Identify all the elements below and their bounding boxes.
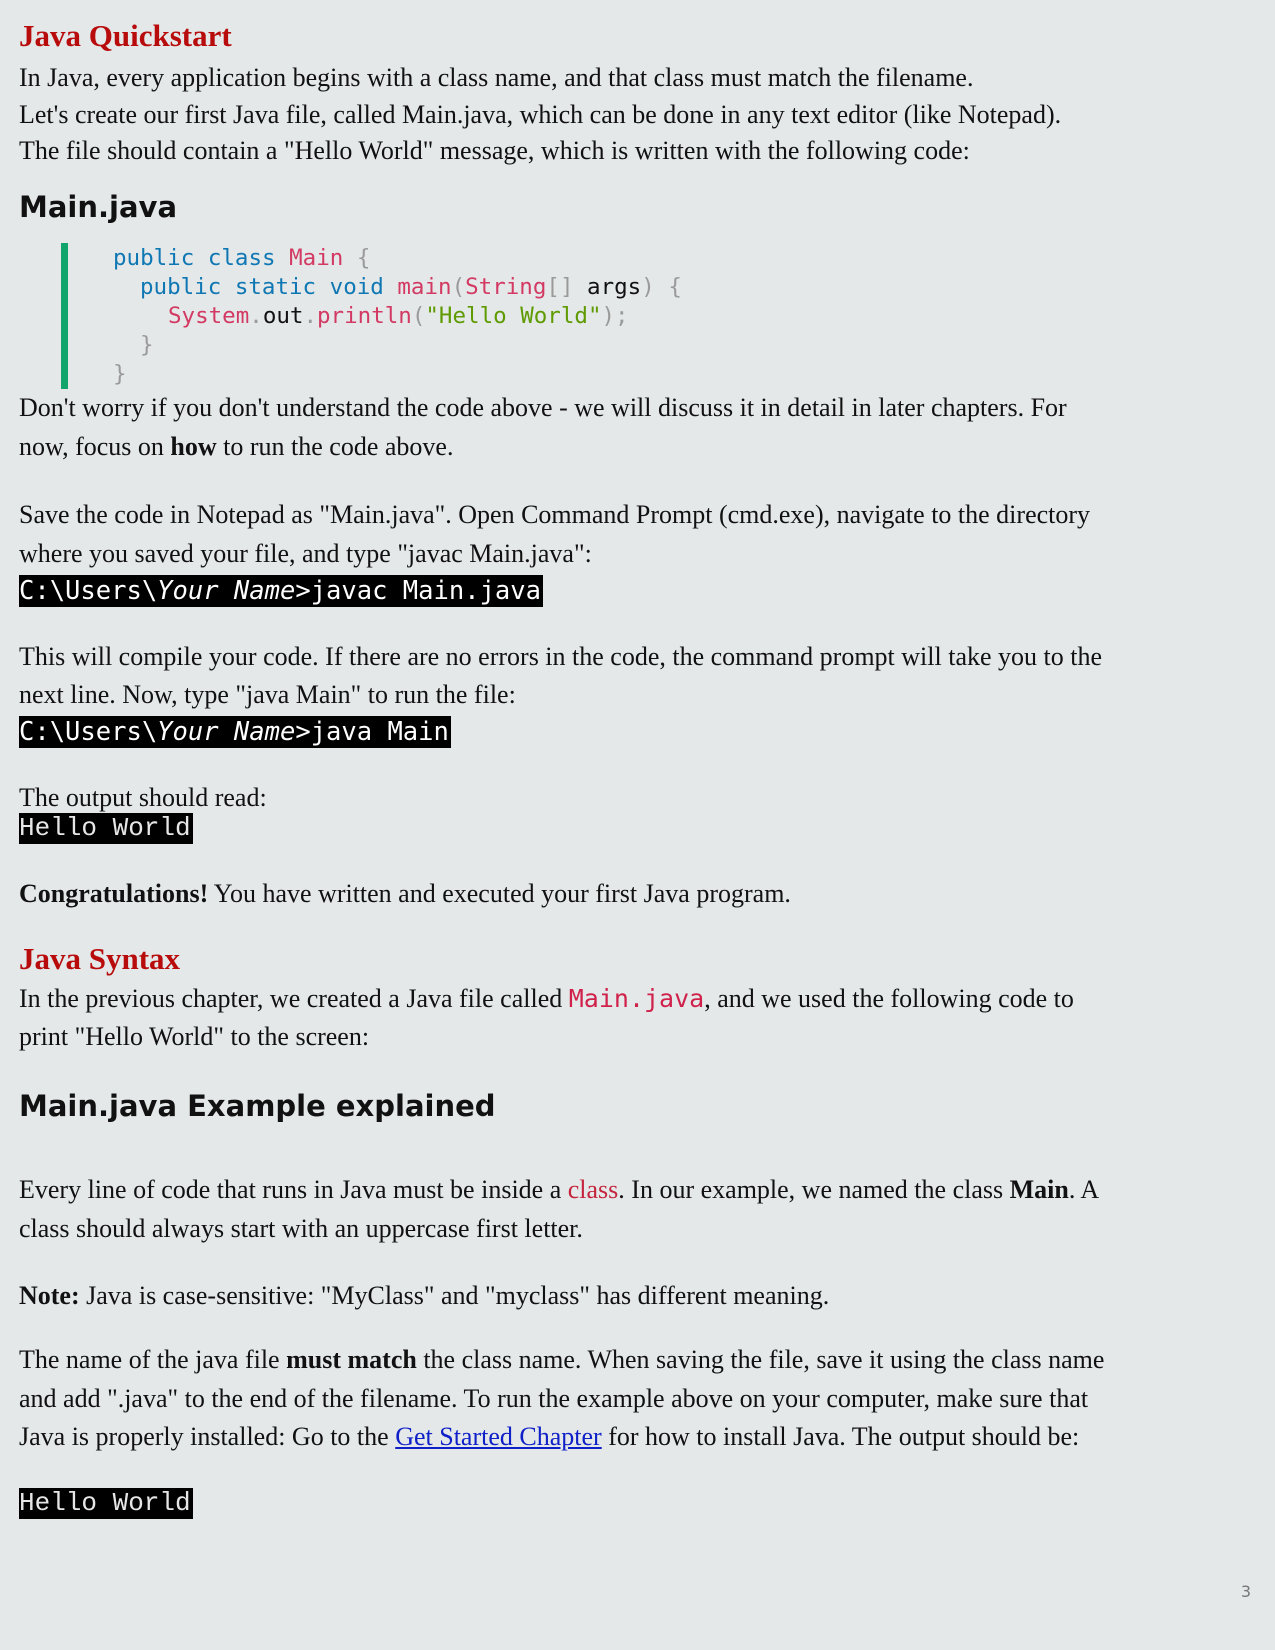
intro-line-2: Let's create our first Java file, called Main.java, which can be done in any text editor (like Notepad). (19, 100, 1062, 129)
para2-line-2: where you saved your file, and type "javac Main.java": (19, 539, 592, 568)
code-line-1: public class Main { (113, 245, 371, 271)
code-line-3: System.out.println("Hello World"); (168, 303, 629, 329)
class-para-line-2: class should always start with an uppercase first letter. (19, 1214, 583, 1243)
code-line-5: } (113, 361, 127, 387)
para3-line-1: This will compile your code. If there are no errors in the code, the command prompt will take you to the (19, 642, 1103, 671)
intro-line-1: In Java, every application begins with a class name, and that class must match the filename. (19, 63, 974, 92)
para3-line-2: next line. Now, type "java Main" to run the file: (19, 680, 516, 709)
filename-para-line-3: Java is properly installed: Go to the Get Started Chapter for how to install Java. The output should be: (19, 1422, 1080, 1451)
congrats-line: Congratulations! You have written and executed your first Java program. (19, 879, 791, 908)
code-example-title: Main.java (19, 190, 178, 224)
output-intro: The output should read: (19, 783, 267, 812)
code-block-bar (61, 243, 78, 389)
code-line-4: } (140, 332, 154, 358)
section-title-quickstart: Java Quickstart (19, 18, 232, 53)
get-started-chapter-link[interactable]: Get Started Chapter (395, 1422, 602, 1451)
note-line: Note: Java is case-sensitive: "MyClass" and "myclass" has different meaning. (19, 1281, 830, 1310)
output-hello-world-2: Hello World (19, 1488, 191, 1518)
syntax-line-1: In the previous chapter, we created a Java file called Main.java, and we used the following code to (19, 984, 1074, 1013)
filename-para-line-2: and add ".java" to the end of the filename. To run the example above on your computer, make sure that (19, 1384, 1089, 1413)
code-line-2: public static void main(String[] args) { (140, 274, 682, 300)
para1-line-2: now, focus on how to run the code above. (19, 432, 454, 461)
command-javac: C:\Users\Your Name>javac Main.java (19, 576, 541, 606)
output-hello-world-1: Hello World (19, 813, 191, 843)
example-explained-title: Main.java Example explained (19, 1089, 496, 1123)
command-java: C:\Users\Your Name>java Main (19, 717, 449, 747)
syntax-line-2: print "Hello World" to the screen: (19, 1022, 370, 1051)
section-title-syntax: Java Syntax (19, 941, 181, 976)
class-para-line-1: Every line of code that runs in Java must be inside a class. In our example, we named the class Main. A (19, 1175, 1100, 1204)
para1-line-1: Don't worry if you don't understand the code above - we will discuss it in detail in later chapters. For (19, 393, 1067, 422)
intro-line-3: The file should contain a "Hello World" message, which is written with the following code: (19, 136, 970, 165)
para2-line-1: Save the code in Notepad as "Main.java". Open Command Prompt (cmd.exe), navigate to the directory (19, 500, 1091, 529)
page-number: 3 (1240, 1582, 1251, 1601)
filename-para-line-1: The name of the java file must match the class name. When saving the file, save it using the class name (19, 1345, 1105, 1374)
